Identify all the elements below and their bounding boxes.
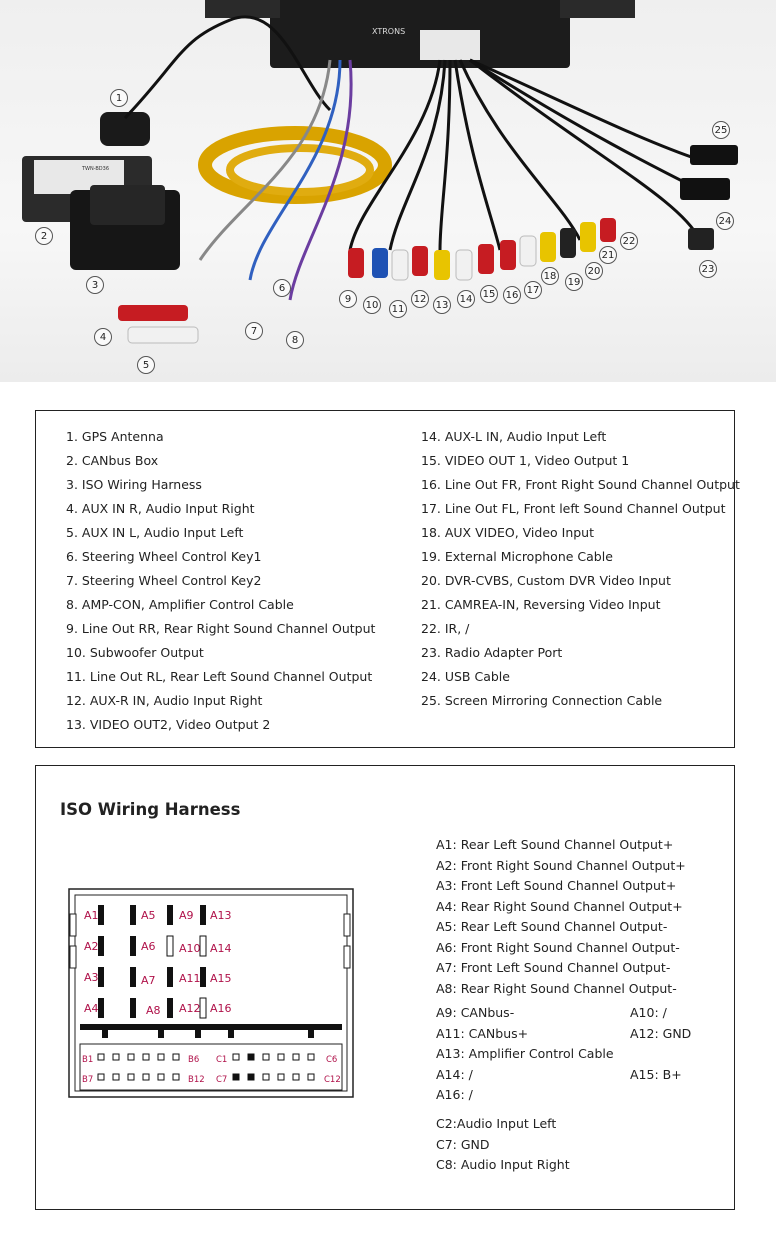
iso-connector-plug bbox=[90, 185, 165, 225]
harness-wire bbox=[250, 60, 340, 280]
b-pin bbox=[173, 1074, 179, 1080]
pin-list-b-right bbox=[630, 1003, 691, 1085]
legend-item: 20. DVR-CVBS, Custom DVR Video Input bbox=[421, 573, 671, 588]
pin-description: A11: CANbus+ bbox=[436, 1025, 529, 1041]
legend-item: 21. CAMREA-IN, Reversing Video Input bbox=[421, 597, 661, 612]
b-pin bbox=[113, 1054, 119, 1060]
c-pin bbox=[278, 1054, 284, 1060]
legend-item: 16. Line Out FR, Front Right Sound Channel Output bbox=[421, 477, 740, 492]
pin-label: A11 bbox=[179, 972, 201, 985]
callout-18: 18 bbox=[541, 267, 559, 285]
c-pin bbox=[233, 1074, 239, 1080]
b-pin bbox=[158, 1074, 164, 1080]
head-unit-bracket-right bbox=[560, 0, 635, 18]
head-unit-bracket-left bbox=[205, 0, 280, 18]
legend-item: 24. USB Cable bbox=[421, 669, 510, 684]
legend-item: 5. AUX IN L, Audio Input Left bbox=[66, 525, 244, 540]
pin-label: C7 bbox=[216, 1075, 228, 1085]
pin-label: A10 bbox=[179, 942, 201, 955]
c-pin bbox=[308, 1054, 314, 1060]
pin-label: A14 bbox=[210, 942, 232, 955]
callout-9: 9 bbox=[339, 290, 357, 308]
legend-item: 10. Subwoofer Output bbox=[66, 645, 204, 660]
b-pin bbox=[173, 1054, 179, 1060]
pin-label: A9 bbox=[179, 909, 194, 922]
callout-6: 6 bbox=[273, 279, 291, 297]
legend-item: 3. ISO Wiring Harness bbox=[66, 477, 202, 492]
c-pin bbox=[263, 1054, 269, 1060]
legend-item: 7. Steering Wheel Control Key2 bbox=[66, 573, 262, 588]
callout-23: 23 bbox=[699, 260, 717, 278]
pin-label: C12 bbox=[324, 1075, 341, 1085]
brand-logo: XTRONS bbox=[372, 27, 406, 36]
callout-11: 11 bbox=[389, 300, 407, 318]
b-pin bbox=[143, 1054, 149, 1060]
callout-19: 19 bbox=[565, 273, 583, 291]
callout-22: 22 bbox=[620, 232, 638, 250]
c-pin bbox=[308, 1074, 314, 1080]
pin-label: C6 bbox=[326, 1055, 338, 1065]
legend-item: 2. CANbus Box bbox=[66, 453, 159, 468]
iso-connector-diagram bbox=[68, 888, 354, 1098]
pin-list-a bbox=[436, 835, 686, 999]
callout-13: 13 bbox=[433, 296, 451, 314]
callout-24: 24 bbox=[716, 212, 734, 230]
screen-mirroring-plug bbox=[690, 145, 738, 165]
pin-label: A3 bbox=[84, 971, 99, 984]
rca-wire bbox=[390, 60, 445, 250]
callout-10: 10 bbox=[363, 296, 381, 314]
head-unit-socket bbox=[420, 30, 480, 60]
callout-2: 2 bbox=[35, 227, 53, 245]
callout-14: 14 bbox=[457, 290, 475, 308]
legend-item: 15. VIDEO OUT 1, Video Output 1 bbox=[421, 453, 630, 468]
callout-21: 21 bbox=[599, 246, 617, 264]
callout-4: 4 bbox=[94, 328, 112, 346]
callout-1: 1 bbox=[110, 89, 128, 107]
pin-description: A1: Rear Left Sound Channel Output+ bbox=[436, 837, 674, 852]
b-pin bbox=[113, 1074, 119, 1080]
pin-description: A9: CANbus- bbox=[436, 1005, 515, 1020]
legend-item: 8. AMP-CON, Amplifier Control Cable bbox=[66, 597, 294, 612]
component-legend bbox=[35, 410, 740, 748]
legend-item: 11. Line Out RL, Rear Left Sound Channel Output bbox=[66, 669, 373, 684]
pin-list-c bbox=[436, 1114, 570, 1176]
c-pin bbox=[293, 1054, 299, 1060]
legend-item: 22. IR, / bbox=[421, 621, 470, 636]
pin-label: B1 bbox=[82, 1055, 94, 1065]
c-pin bbox=[263, 1074, 269, 1080]
pin-label: A1 bbox=[84, 909, 99, 922]
pin-description: C7: GND bbox=[436, 1136, 490, 1152]
pin-description: A14: / bbox=[436, 1066, 473, 1082]
pin-description: A13: Amplifier Control Cable bbox=[436, 1046, 614, 1061]
pin-description: A10: / bbox=[630, 1005, 667, 1020]
legend-item: 12. AUX-R IN, Audio Input Right bbox=[66, 693, 263, 708]
callout-25: 25 bbox=[712, 121, 730, 139]
pin-description bbox=[630, 1044, 691, 1065]
pin-label: A7 bbox=[141, 974, 156, 987]
pin-label: A15 bbox=[210, 972, 232, 985]
c-pin bbox=[248, 1054, 254, 1060]
iso-harness-title: ISO Wiring Harness bbox=[60, 800, 241, 819]
c-pin bbox=[248, 1074, 254, 1080]
pin-label: A8 bbox=[146, 1004, 161, 1017]
pin-label: A12 bbox=[179, 1002, 201, 1015]
pin-label: A13 bbox=[210, 909, 232, 922]
pin-description: A3: Front Left Sound Channel Output+ bbox=[436, 878, 677, 893]
legend-item: 14. AUX-L IN, Audio Input Left bbox=[421, 429, 607, 444]
pin-description: A15: B+ bbox=[630, 1066, 682, 1082]
aux-in-right-plug bbox=[118, 305, 188, 321]
legend-item: 25. Screen Mirroring Connection Cable bbox=[421, 693, 663, 708]
pin-list-b-left bbox=[436, 1003, 614, 1106]
callout-15: 15 bbox=[480, 285, 498, 303]
legend-item: 18. AUX VIDEO, Video Input bbox=[421, 525, 594, 540]
callout-16: 16 bbox=[503, 286, 521, 304]
radio-adapter-plug bbox=[688, 228, 714, 250]
pin-description: A2: Front Right Sound Channel Output+ bbox=[436, 857, 686, 873]
pin-description: A6: Front Right Sound Channel Output- bbox=[436, 939, 680, 955]
pin-description: C2:Audio Input Left bbox=[436, 1116, 557, 1131]
radio-adapter-wire bbox=[470, 60, 700, 240]
legend-item: 9. Line Out RR, Rear Right Sound Channel Output bbox=[66, 621, 376, 636]
product-photo bbox=[0, 0, 776, 382]
legend-column-left bbox=[66, 425, 375, 737]
pin-label: A4 bbox=[84, 1002, 99, 1015]
callout-3: 3 bbox=[86, 276, 104, 294]
legend-item: 17. Line Out FL, Front left Sound Channel Output bbox=[421, 501, 726, 516]
harness-wire bbox=[200, 60, 330, 260]
legend-item: 23. Radio Adapter Port bbox=[421, 645, 563, 660]
pin-description: A7: Front Left Sound Channel Output- bbox=[436, 960, 671, 975]
pin-label: A5 bbox=[141, 909, 156, 922]
pin-label: C1 bbox=[216, 1055, 228, 1065]
pin-label: A2 bbox=[84, 940, 99, 953]
callout-12: 12 bbox=[411, 290, 429, 308]
pin-description: A8: Rear Right Sound Channel Output- bbox=[436, 980, 677, 996]
connector-divider bbox=[80, 1024, 342, 1030]
callout-5: 5 bbox=[137, 356, 155, 374]
pin-label: B7 bbox=[82, 1075, 94, 1085]
callout-7: 7 bbox=[245, 322, 263, 340]
callout-20: 20 bbox=[585, 262, 603, 280]
pin-label: B12 bbox=[188, 1075, 205, 1085]
pin-label: A16 bbox=[210, 1002, 232, 1015]
usb-plug bbox=[680, 178, 730, 200]
rca-plugs bbox=[348, 218, 616, 280]
legend-item: 19. External Microphone Cable bbox=[421, 549, 613, 564]
iso-harness-panel bbox=[35, 765, 735, 1210]
pin-description: C8: Audio Input Right bbox=[436, 1157, 570, 1172]
b-pin bbox=[98, 1054, 104, 1060]
bc-pin-block bbox=[80, 1044, 342, 1090]
legend-item: 13. VIDEO OUT2, Video Output 2 bbox=[66, 717, 271, 732]
canbus-label-text: TWN-BD36 bbox=[82, 166, 110, 172]
callout-8: 8 bbox=[286, 331, 304, 349]
rca-wire bbox=[460, 60, 580, 240]
c-pin bbox=[233, 1054, 239, 1060]
legend-item: 4. AUX IN R, Audio Input Right bbox=[66, 501, 255, 516]
c-pin bbox=[293, 1074, 299, 1080]
pin-description: A12: GND bbox=[630, 1025, 692, 1041]
aux-in-left-plug bbox=[128, 327, 198, 343]
b-pin bbox=[158, 1054, 164, 1060]
legend-column-right bbox=[421, 425, 740, 713]
pin-label: B6 bbox=[188, 1055, 200, 1065]
pin-label: A6 bbox=[141, 940, 156, 953]
b-pin bbox=[143, 1074, 149, 1080]
legend-item: 6. Steering Wheel Control Key1 bbox=[66, 549, 262, 564]
callout-17: 17 bbox=[524, 281, 542, 299]
usb-wire bbox=[470, 60, 700, 190]
pin-description: A4: Rear Right Sound Channel Output+ bbox=[436, 898, 683, 914]
pin-description: A5: Rear Left Sound Channel Output- bbox=[436, 919, 668, 934]
wiring-kit-illustration bbox=[0, 0, 776, 382]
c-pin bbox=[278, 1074, 284, 1080]
rca-wire bbox=[455, 60, 500, 250]
b-pin bbox=[98, 1074, 104, 1080]
legend-item: 1. GPS Antenna bbox=[66, 429, 164, 444]
b-pin bbox=[128, 1074, 134, 1080]
pin-description: A16: / bbox=[436, 1087, 473, 1102]
b-pin bbox=[128, 1054, 134, 1060]
